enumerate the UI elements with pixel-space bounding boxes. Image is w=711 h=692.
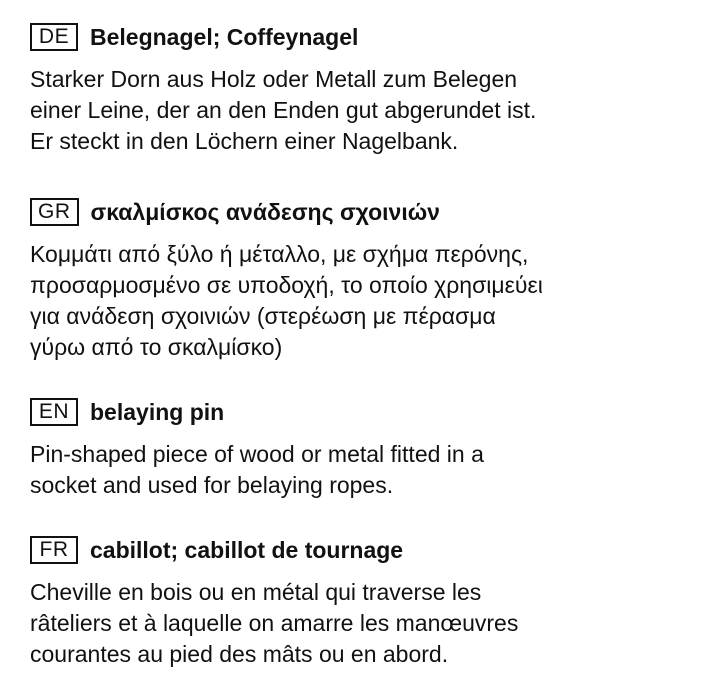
entry-heading [30, 20, 690, 54]
language-code-de: DE [30, 23, 78, 51]
entry-gr [30, 195, 690, 363]
entry-fr [30, 533, 690, 670]
term-de: Belegnagel; Coffeynagel [90, 24, 359, 50]
language-code-fr: FR [30, 536, 78, 564]
entry-heading [30, 195, 690, 229]
term-en: belaying pin [90, 399, 225, 425]
entry-heading [30, 395, 690, 429]
entry-en [30, 395, 690, 501]
definition-de: Starker Dorn aus Holz oder Metall zum Belegen einer Leine, der an den Enden gut abgerundet ist. Er steckt in den Löchern einer Nagelbank. [30, 66, 537, 154]
language-code-en: EN [30, 398, 78, 426]
term-gr: σκαλμίσκος ανάδεσης σχοινιών [90, 199, 440, 225]
language-code-gr: GR [30, 198, 79, 226]
definition-en: Pin-shaped piece of wood or metal fitted in a socket and used for belaying ropes. [30, 441, 484, 498]
entry-de [30, 20, 690, 157]
term-fr: cabillot; cabillot de tournage [90, 537, 404, 563]
definition-gr: Κομμάτι από ξύλο ή μέταλλο, με σχήμα περόνης, προσαρμοσμένο σε υποδοχή, το οποίο χρησιμεύει για ανάδεση σχοινιών (στερέωση με πέρασμα γύρω από το σκαλμίσκο) [30, 241, 543, 360]
definition-fr: Cheville en bois ou en métal qui traverse les râteliers et à laquelle on amarre les manœuvres courantes au pied des mâts ou en abord. [30, 579, 519, 667]
entry-heading [30, 533, 690, 567]
